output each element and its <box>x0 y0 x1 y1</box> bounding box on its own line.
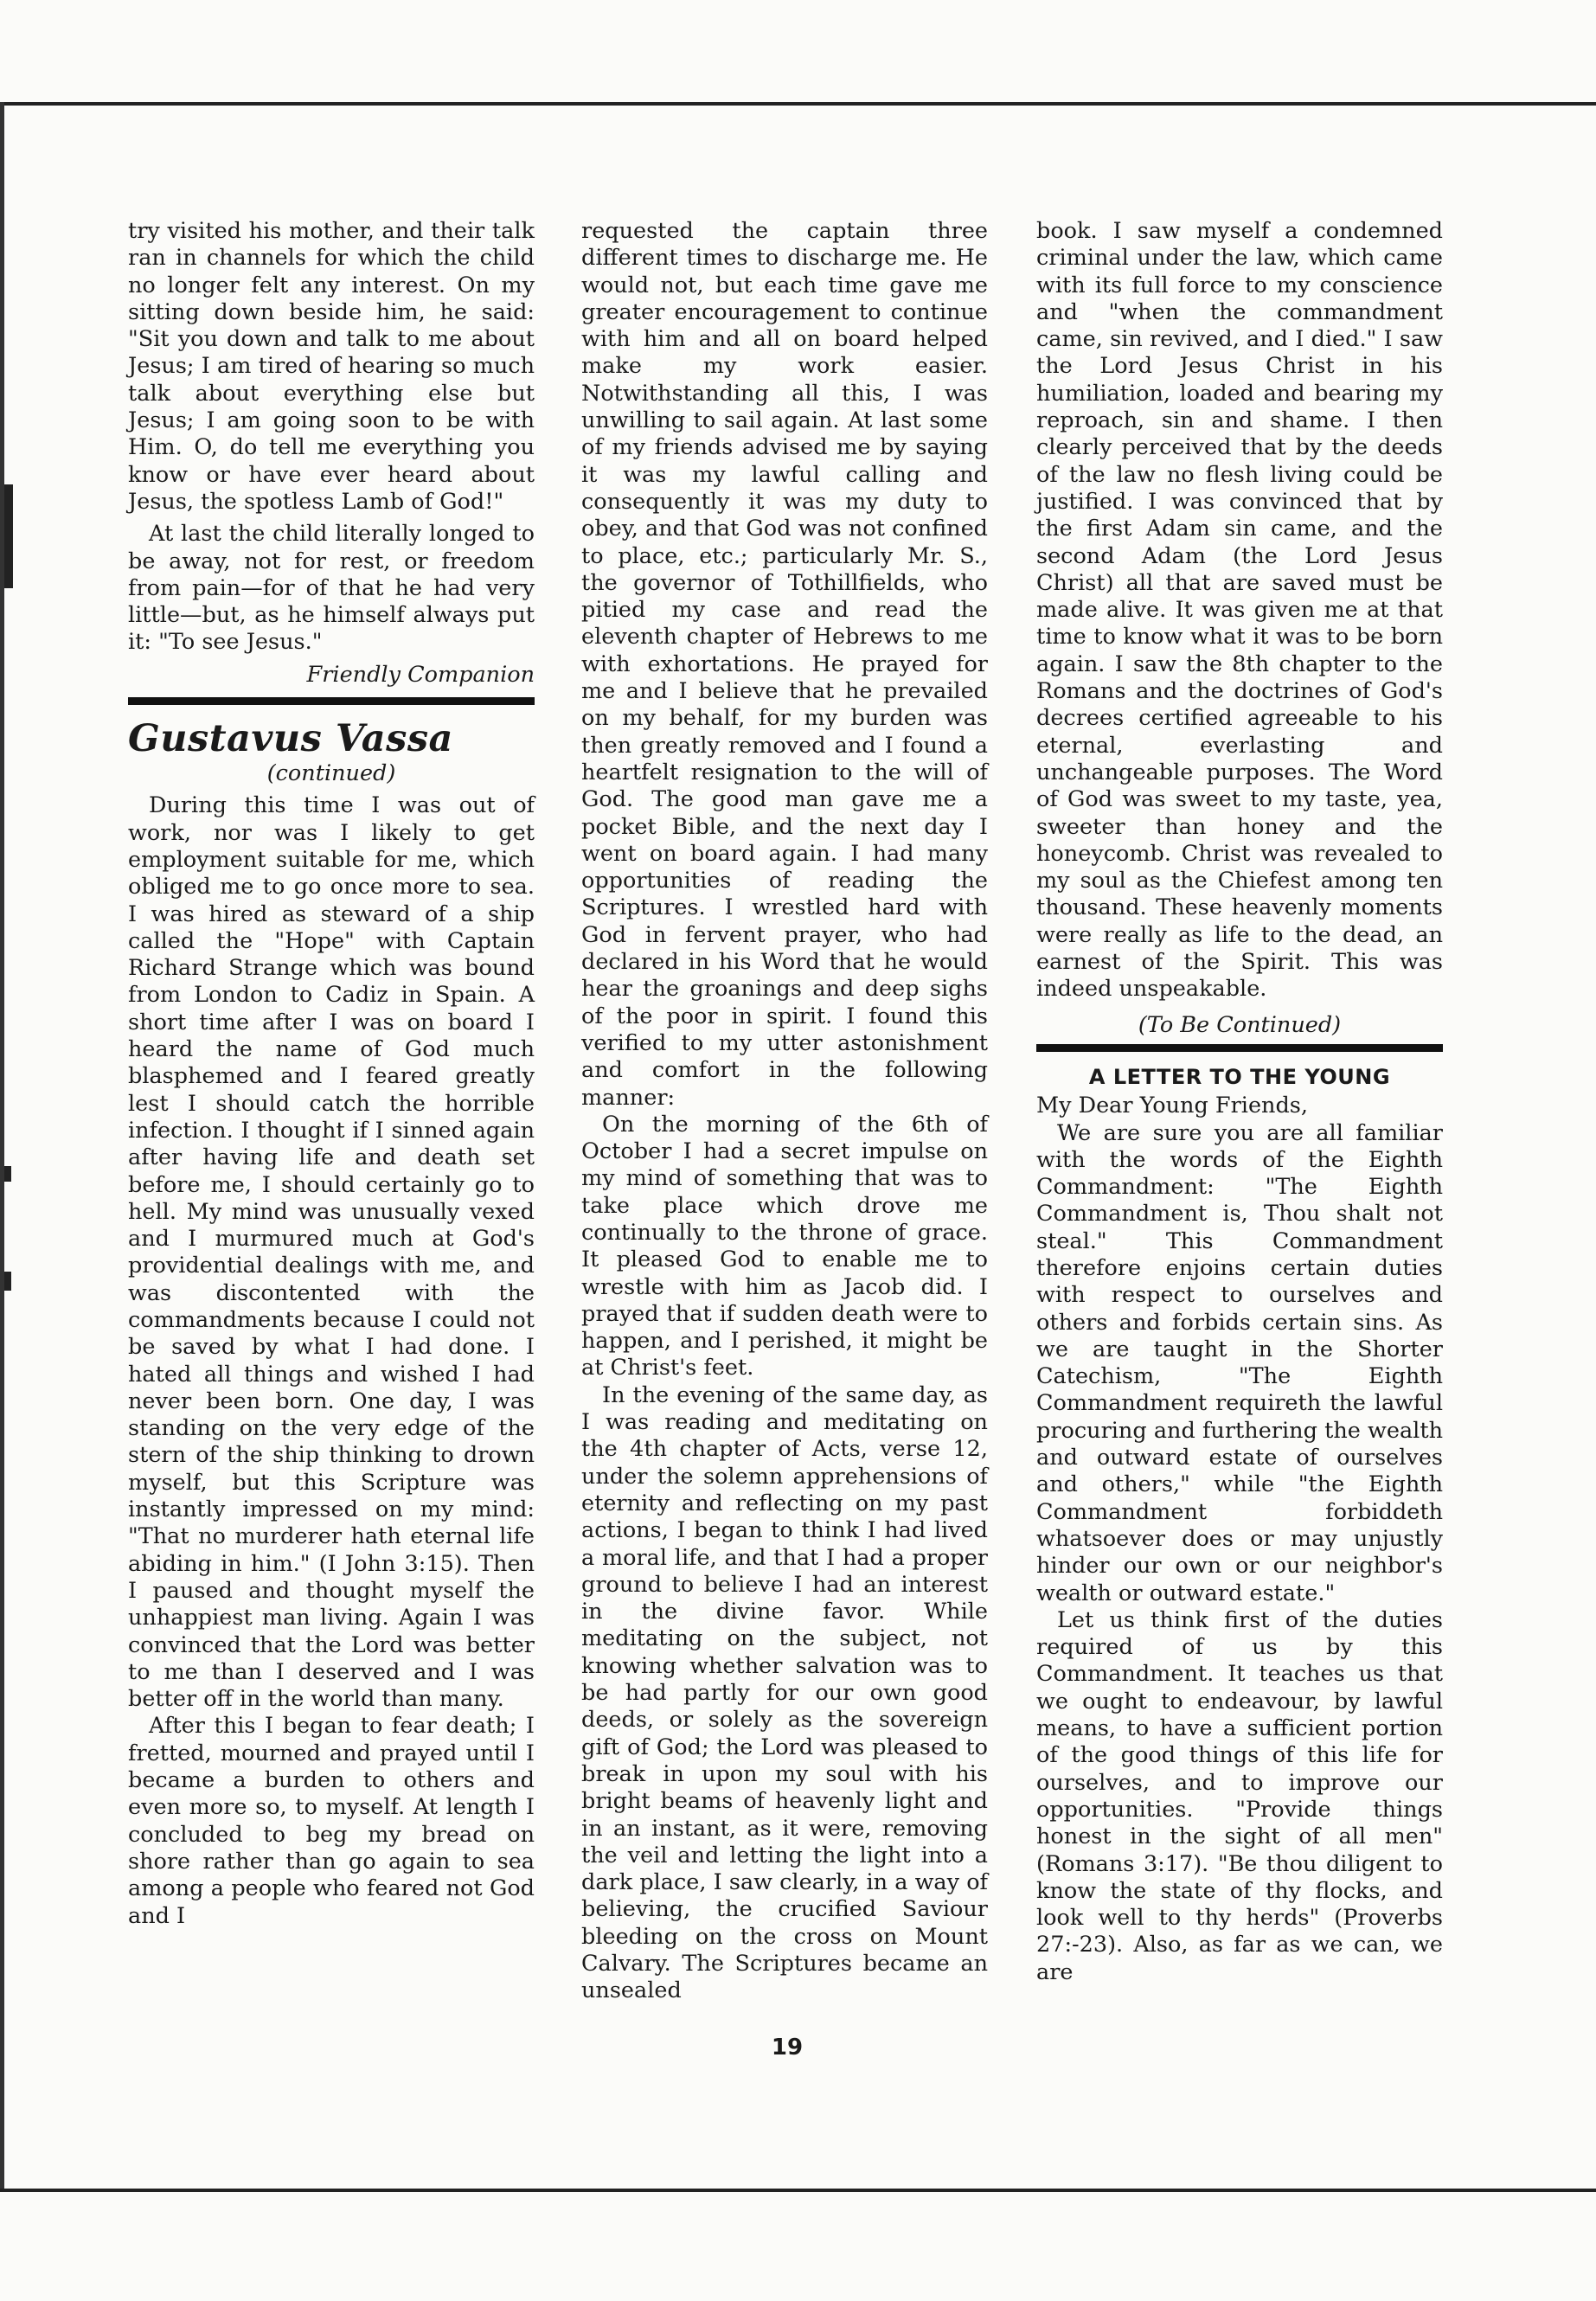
paragraph: In the evening of the same day, as I was reading and meditating on the 4th chapter of Acts, verse 12, under the solemn apprehensions of eternity and reflecting on my past actions, I began to think I had lived a moral life, and that I had a proper ground to believe I had an interest in the divine favor. While meditating on the subject, not knowing whether salvation was to be had partly for our own good deeds, or solely as the sovereign gift of God; the Lord was pleased to break in upon my soul with his bright beams of heavenly light and in an instant, as it were, removing the veil and letting the light into a dark place, I saw clearly, in a way of believing, the crucified Saviour bleeding on the cross on Mount Calvary. The Scriptures became an unsealed <box>581 1381 988 2004</box>
column-3 <box>1036 218 1443 1986</box>
article-subtitle: (continued) <box>266 760 396 787</box>
letter-heading: A LETTER TO THE YOUNG <box>1088 1064 1391 1089</box>
column-1 <box>128 218 535 1930</box>
paragraph: We are sure you are all familiar with the words of the Eighth Commandment: "The Eighth Commandment is, Thou shalt not steal." This Commandment therefore enjoins certain duties with respect to ourselves and others and forbids certain sins. As we are taught in the Shorter Catechism, "The Eighth Commandment requireth the lawful procuring and furthering the wealth and outward estate of ourselves and others," while "the Eighth Commandment forbiddeth whatsoever does or may unjustly hinder our own or our neighbor's wealth or outward estate." <box>1036 1119 1443 1606</box>
paragraph: Let us think first of the duties required of us by this Commandment. It teaches us that we ought to endeavour, by lawful means, to have a sufficient portion of the good things of this life for ourselves, and to improve our opportunities. "Provide things honest in the sight of all men" (Romans 3:17). "Be thou diligent to know the state of thy flocks, and look well to thy herds" (Proverbs 27:-23). Also, as far as we can, we are <box>1036 1606 1443 1985</box>
paragraph: requested the captain three different times to discharge me. He would not, but each time gave me greater encouragement to continue with him and all on board helped make my work easier. Notwithstanding all this, I was unwilling to sail again. At last some of my friends advised me by saying it was my lawful calling and consequently it was my duty to obey, and that God was not confined to place, etc.; particularly Mr. S., the governor of Tothillfields, who pitied my case and read the eleventh chapter of Hebrews to me with exhortations. He prayed for me and I believe that he prevailed on my behalf, for my burden was then greatly removed and I found a heartfelt resignation to the will of God. The good man gave me a pocket Bible, and the next day I went on board again. I had many opportunities of reading the Scriptures. I wrestled hard with God in fervent prayer, who had declared in his Word that he would hear the groanings and deep sighs of the poor in spirit. I found this verified to my utter astonishment and comfort in the following manner: <box>581 218 988 1111</box>
binding-mark <box>4 484 13 588</box>
section-divider <box>1036 1044 1443 1052</box>
page-bottom-edge <box>0 2189 1596 2192</box>
section-divider <box>128 697 535 705</box>
paragraph: try visited his mother, and their talk ran in channels for which the child no longer felt any interest. On my sitting down beside him, he said: "Sit you down and talk to me about Jesus; I am tired of hearing so much talk about everything else but Jesus; I am going soon to be with Him. O, do tell me everything you know or have ever heard about Jesus, the spotless Lamb of God!" <box>128 218 535 515</box>
binding-mark <box>4 1166 11 1182</box>
column-2 <box>581 218 988 2005</box>
salutation: My Dear Young Friends, <box>1036 1093 1308 1119</box>
page-top-edge <box>0 102 1596 106</box>
to-be-continued: (To Be Continued) <box>1138 1011 1342 1038</box>
paragraph: At last the child literally longed to be away, not for rest, or freedom from pain—for of that he had very little—but, as he himself always put it: "To see Jesus." <box>128 521 535 656</box>
paragraph: On the morning of the 6th of October I had a secret impulse on my mind of something that was to take place which drove me continually to the throne of grace. It pleased God to enable me to wrestle with him as Jacob did. I prayed that if sudden death were to happen, and I perished, it might be at Christ's feet. <box>581 1111 988 1381</box>
page-left-edge <box>0 102 4 2192</box>
paragraph: After this I began to fear death; I fretted, mourned and prayed until I became a burden to others and even more so, to myself. At length I concluded to beg my bread on shore rather than go again to sea among a people who feared not God and I <box>128 1713 535 1929</box>
source-credit: Friendly Companion <box>306 661 535 688</box>
binding-mark <box>4 1272 11 1291</box>
paragraph: During this time I was out of work, nor was I likely to get employment suitable for me, which obliged me to go once more to sea. I was hired as steward of a ship called the "Hope" with Captain Richard Strange which was bound from London to Cadiz in Spain. A short time after I was on board I heard the name of God much blasphemed and I feared greatly lest I should catch the horrible infection. I thought if I sinned again after having life and death set before me, I should certainly go to hell. My mind was unusually vexed and I murmured much at God's providential dealings with me, and was discontented with the commandments because I could not be saved by what I had done. I hated all things and wished I had never been born. One day, I was standing on the very edge of the stern of the ship thinking to drown myself, but this Scripture was instantly impressed on my mind: "That no murderer hath eternal life abiding in him." (I John 3:15). Then I paused and thought myself the unhappiest man living. Again I was convinced that the Lord was better to me than I deserved and I was better off in the world than many. <box>128 792 535 1713</box>
paragraph: book. I saw myself a condemned criminal under the law, which came with its full force to my conscience and "when the commandment came, sin revived, and I died." I saw the Lord Jesus Christ in his humiliation, loaded and bearing my reproach, sin and shame. I then clearly perceived that by the deeds of the law no flesh living could be justified. I was convinced that by the first Adam sin came, and the second Adam (the Lord Jesus Christ) all that are saved must be made alive. It was given me at that time to know what it was to be born again. I saw the 8th chapter to the Romans and the doctrines of God's decrees certified agreeable to his eternal, everlasting and unchangeable purposes. The Word of God was sweet to my taste, yea, sweeter than honey and the honeycomb. Christ was revealed to my soul as the Chiefest among ten thousand. These heavenly moments were really as life to the dead, an earnest of the Spirit. This was indeed unspeakable. <box>1036 218 1443 1003</box>
article-title: Gustavus Vassa <box>128 717 453 761</box>
page-number: 19 <box>771 2035 804 2061</box>
